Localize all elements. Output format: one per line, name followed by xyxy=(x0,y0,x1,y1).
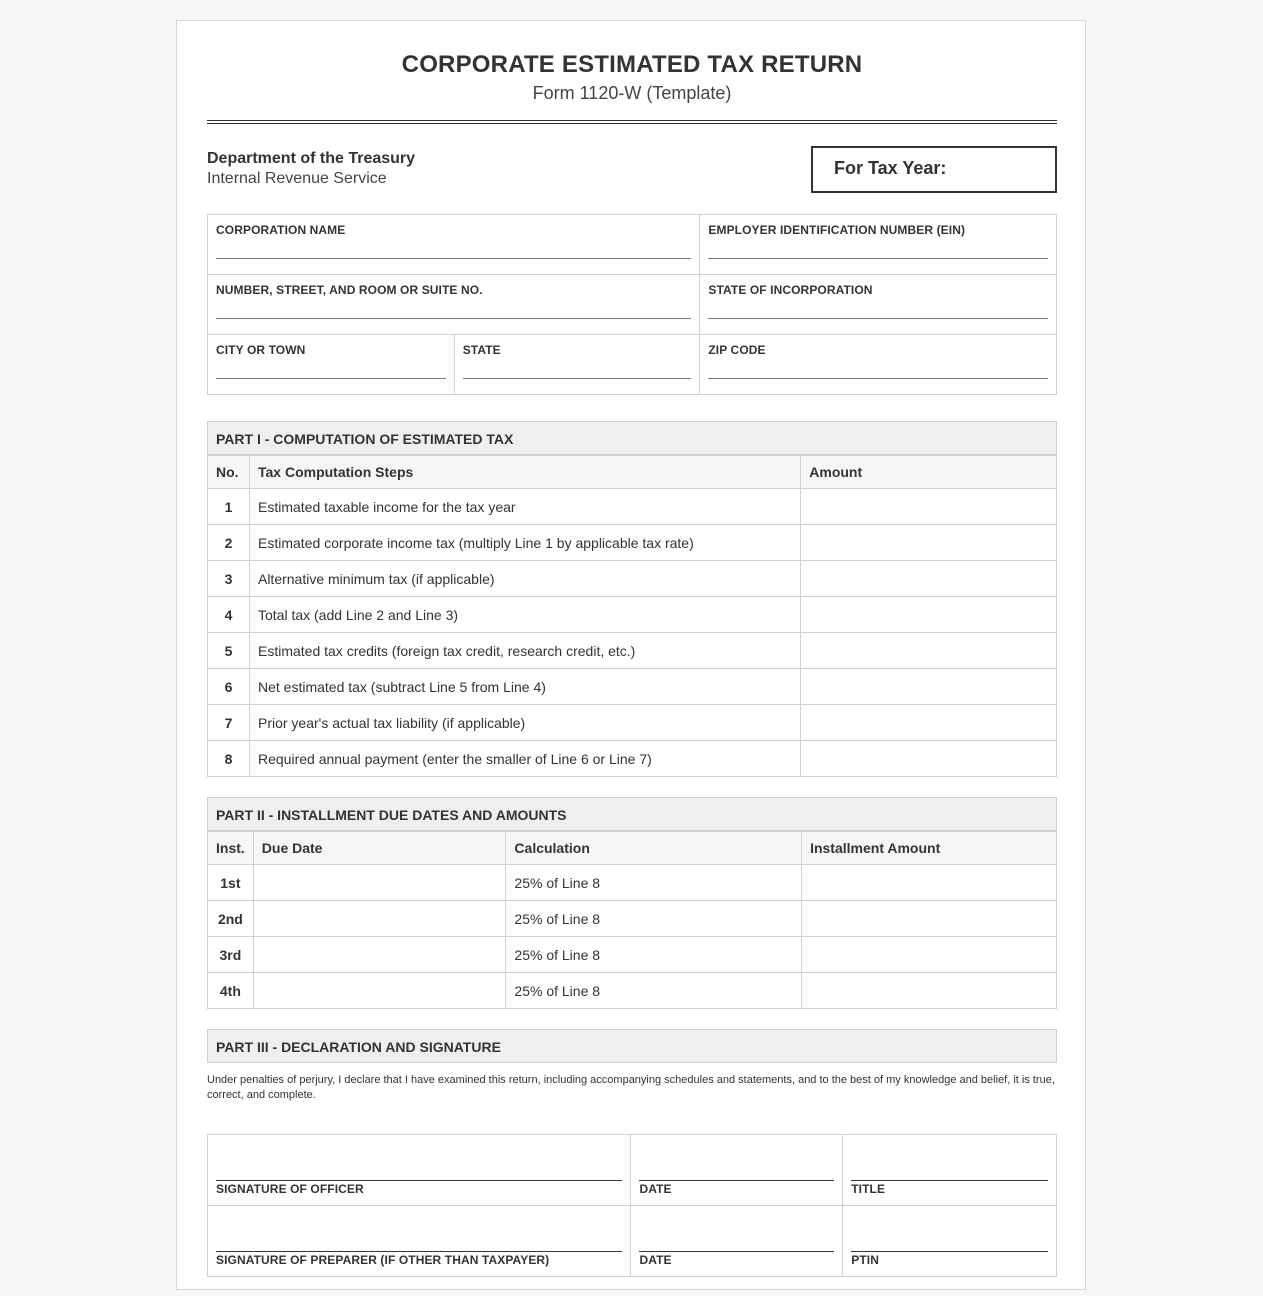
officer-signature-line xyxy=(216,1180,622,1181)
preparer-date-label: DATE xyxy=(639,1253,672,1267)
due-date-field[interactable] xyxy=(253,973,506,1009)
street-cell xyxy=(208,275,700,335)
installment-amount-field[interactable] xyxy=(802,937,1057,973)
installment-number: 3rd xyxy=(208,937,254,973)
form-content xyxy=(207,21,1057,1277)
amount-field[interactable] xyxy=(801,489,1057,525)
city-field[interactable] xyxy=(216,357,446,379)
part2-col-calculation: Calculation xyxy=(506,832,802,865)
installment-number: 2nd xyxy=(208,901,254,937)
line-description: Required annual payment (enter the smaller of Line 6 or Line 7) xyxy=(249,741,800,777)
table-row xyxy=(208,705,1057,741)
corporation-info-table xyxy=(207,214,1057,395)
table-row xyxy=(208,865,1057,901)
zip-cell xyxy=(700,335,1057,395)
state-cell xyxy=(454,335,700,395)
part2-col-amount: Installment Amount xyxy=(802,832,1057,865)
amount-field[interactable] xyxy=(801,525,1057,561)
due-date-field[interactable] xyxy=(253,937,506,973)
service-name: Internal Revenue Service xyxy=(207,170,387,187)
calculation-text: 25% of Line 8 xyxy=(506,973,802,1009)
table-row xyxy=(208,973,1057,1009)
part2-header-row xyxy=(208,832,1057,865)
table-row xyxy=(208,741,1057,777)
officer-date-cell[interactable] xyxy=(631,1135,843,1206)
amount-field[interactable] xyxy=(801,633,1057,669)
line-number: 3 xyxy=(208,561,250,597)
installment-number: 4th xyxy=(208,973,254,1009)
state-field[interactable] xyxy=(463,357,692,379)
city-label: CITY OR TOWN xyxy=(216,343,306,357)
amount-field[interactable] xyxy=(801,669,1057,705)
preparer-signature-line xyxy=(216,1251,622,1252)
table-row xyxy=(208,633,1057,669)
line-number: 6 xyxy=(208,669,250,705)
part1-table xyxy=(207,455,1057,777)
line-number: 4 xyxy=(208,597,250,633)
corporation-name-cell xyxy=(208,215,700,275)
preparer-ptin-cell[interactable] xyxy=(843,1206,1057,1277)
preparer-signature-row xyxy=(208,1206,1057,1277)
officer-signature-label: SIGNATURE OF OFFICER xyxy=(216,1182,364,1196)
line-description: Estimated tax credits (foreign tax credit, research credit, etc.) xyxy=(249,633,800,669)
preparer-ptin-label: PTIN xyxy=(851,1253,879,1267)
officer-title-label: TITLE xyxy=(851,1182,886,1196)
line-description: Prior year's actual tax liability (if applicable) xyxy=(249,705,800,741)
tax-year-label: For Tax Year: xyxy=(834,158,947,178)
installment-amount-field[interactable] xyxy=(802,973,1057,1009)
table-row xyxy=(208,525,1057,561)
table-row xyxy=(208,937,1057,973)
preparer-signature-label: SIGNATURE OF PREPARER (IF OTHER THAN TAXPAYER) xyxy=(216,1253,550,1267)
part1-col-steps: Tax Computation Steps xyxy=(249,456,800,489)
zip-label: ZIP CODE xyxy=(708,343,766,357)
form-title: CORPORATE ESTIMATED TAX RETURN xyxy=(401,51,863,78)
table-row xyxy=(208,901,1057,937)
city-cell xyxy=(208,335,455,395)
table-row xyxy=(208,597,1057,633)
line-description: Estimated taxable income for the tax year xyxy=(249,489,800,525)
amount-field[interactable] xyxy=(801,597,1057,633)
preparer-ptin-line xyxy=(851,1251,1048,1252)
corporation-name-label: CORPORATION NAME xyxy=(216,223,346,237)
declaration-text: Under penalties of perjury, I declare that I have examined this return, including accompanying schedules and statements, and to the best of my knowledge and belief, it is true, correct, and complete. xyxy=(207,1074,1055,1101)
agency-row xyxy=(207,144,1057,214)
street-label: NUMBER, STREET, AND ROOM OR SUITE NO. xyxy=(216,283,483,297)
line-description: Estimated corporate income tax (multiply Line 1 by applicable tax rate) xyxy=(249,525,800,561)
preparer-signature-cell[interactable] xyxy=(208,1206,631,1277)
due-date-field[interactable] xyxy=(253,901,506,937)
part1-header: PART I - COMPUTATION OF ESTIMATED TAX xyxy=(207,421,1057,455)
officer-signature-cell[interactable] xyxy=(208,1135,631,1206)
line-number: 5 xyxy=(208,633,250,669)
preparer-date-line xyxy=(639,1251,834,1252)
form-page xyxy=(176,20,1086,1290)
line-description: Alternative minimum tax (if applicable) xyxy=(249,561,800,597)
calculation-text: 25% of Line 8 xyxy=(506,937,802,973)
part1-col-amount: Amount xyxy=(801,456,1057,489)
signature-table xyxy=(207,1134,1057,1277)
state-of-incorporation-field[interactable] xyxy=(708,297,1048,319)
line-description: Total tax (add Line 2 and Line 3) xyxy=(249,597,800,633)
zip-field[interactable] xyxy=(708,357,1048,379)
amount-field[interactable] xyxy=(801,705,1057,741)
installment-amount-field[interactable] xyxy=(802,865,1057,901)
ein-field[interactable] xyxy=(708,237,1048,259)
part3-header: PART III - DECLARATION AND SIGNATURE xyxy=(207,1029,1057,1063)
line-number: 8 xyxy=(208,741,250,777)
street-field[interactable] xyxy=(216,297,691,319)
installment-number: 1st xyxy=(208,865,254,901)
calculation-text: 25% of Line 8 xyxy=(506,901,802,937)
tax-year-box[interactable] xyxy=(811,146,1057,193)
officer-date-label: DATE xyxy=(639,1182,672,1196)
state-label: STATE xyxy=(462,343,501,357)
officer-date-line xyxy=(639,1180,834,1181)
state-of-incorporation-label: STATE OF INCORPORATION xyxy=(708,283,873,297)
ein-cell xyxy=(700,215,1057,275)
header-divider xyxy=(207,120,1057,124)
amount-field[interactable] xyxy=(801,561,1057,597)
installment-amount-field[interactable] xyxy=(802,901,1057,937)
officer-title-cell[interactable] xyxy=(843,1135,1057,1206)
department-name: Department of the Treasury xyxy=(207,150,416,167)
table-row xyxy=(208,561,1057,597)
calculation-text: 25% of Line 8 xyxy=(506,865,802,901)
amount-field[interactable] xyxy=(801,741,1057,777)
ein-label: EMPLOYER IDENTIFICATION NUMBER (EIN) xyxy=(708,223,966,237)
line-description: Net estimated tax (subtract Line 5 from Line 4) xyxy=(249,669,800,705)
form-subtitle: Form 1120-W (Template) xyxy=(532,83,732,103)
line-number: 7 xyxy=(208,705,250,741)
part2-table xyxy=(207,831,1057,1009)
line-number: 1 xyxy=(208,489,250,525)
table-row xyxy=(208,489,1057,525)
line-number: 2 xyxy=(208,525,250,561)
part2-col-inst: Inst. xyxy=(208,832,254,865)
table-row xyxy=(208,669,1057,705)
corporation-name-field[interactable] xyxy=(216,237,691,259)
preparer-date-cell[interactable] xyxy=(631,1206,843,1277)
officer-signature-row xyxy=(208,1135,1057,1206)
state-of-incorporation-cell xyxy=(700,275,1057,335)
part2-col-due-date: Due Date xyxy=(253,832,506,865)
part2-header: PART II - INSTALLMENT DUE DATES AND AMOUNTS xyxy=(207,797,1057,831)
officer-title-line xyxy=(851,1180,1048,1181)
part1-header-row xyxy=(208,456,1057,489)
due-date-field[interactable] xyxy=(253,865,506,901)
part1-col-no: No. xyxy=(208,456,250,489)
